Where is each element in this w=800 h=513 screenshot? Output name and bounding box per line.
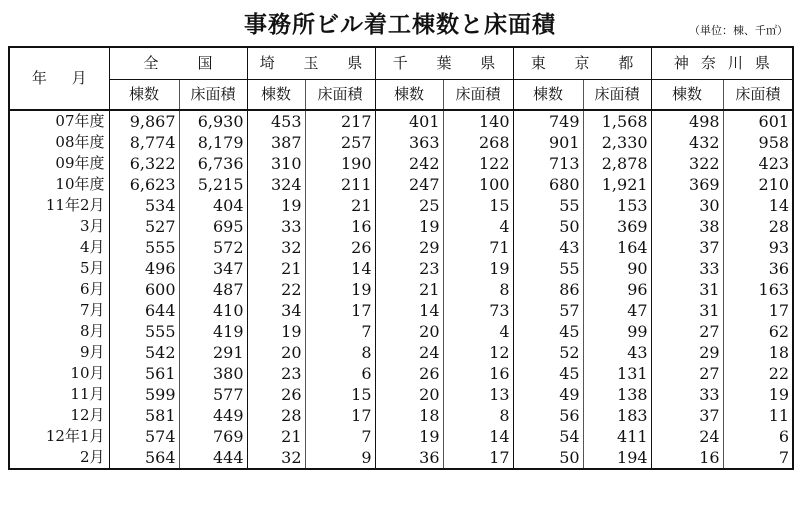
floor-area-cell: 6 [305,363,375,384]
floor-area-cell: 11 [723,405,793,426]
count-cell: 8,774 [109,132,179,153]
floor-area-cell: 8,179 [179,132,247,153]
count-cell: 22 [247,279,305,300]
count-cell: 28 [247,405,305,426]
count-cell: 21 [247,258,305,279]
row-label: 11月 [9,384,109,405]
count-cell: 16 [651,447,723,469]
floor-area-cell: 163 [723,279,793,300]
floor-area-cell: 268 [443,132,513,153]
floor-area-cell: 958 [723,132,793,153]
row-label: 4月 [9,237,109,258]
count-cell: 534 [109,195,179,216]
floor-area-cell: 16 [443,363,513,384]
floor-area-cell: 217 [305,110,375,132]
row-label: 2月 [9,447,109,469]
floor-area-cell: 7 [723,447,793,469]
count-cell: 324 [247,174,305,195]
count-cell: 38 [651,216,723,237]
count-cell: 31 [651,279,723,300]
row-label: 09年度 [9,153,109,174]
floor-area-cell: 1,568 [583,110,651,132]
count-cell: 680 [513,174,583,195]
table-row [9,426,793,447]
row-label: 10月 [9,363,109,384]
count-cell: 574 [109,426,179,447]
floor-area-cell: 190 [305,153,375,174]
floor-area-cell: 8 [443,279,513,300]
count-cell: 25 [375,195,443,216]
count-cell: 498 [651,110,723,132]
floor-area-cell: 138 [583,384,651,405]
table-row [9,216,793,237]
count-cell: 32 [247,237,305,258]
floor-area-cell: 122 [443,153,513,174]
floor-area-cell: 183 [583,405,651,426]
count-cell: 45 [513,363,583,384]
floor-area-cell: 140 [443,110,513,132]
count-cell: 26 [247,384,305,405]
floor-area-cell: 423 [723,153,793,174]
floor-area-cell: 17 [723,300,793,321]
count-cell: 564 [109,447,179,469]
office-building-starts-table [8,46,794,470]
count-header: 棟数 [513,80,583,111]
floor-area-cell: 19 [443,258,513,279]
floor-area-header: 床面積 [583,80,651,111]
count-cell: 31 [651,300,723,321]
count-cell: 542 [109,342,179,363]
row-label: 08年度 [9,132,109,153]
floor-area-cell: 43 [583,342,651,363]
region-header-kanagawa: 神奈川県 [651,47,793,80]
floor-area-cell: 6 [723,426,793,447]
count-cell: 55 [513,195,583,216]
count-cell: 36 [375,447,443,469]
count-cell: 56 [513,405,583,426]
floor-area-cell: 28 [723,216,793,237]
table-row [9,447,793,469]
count-cell: 45 [513,321,583,342]
floor-area-header: 床面積 [179,80,247,111]
table-row [9,300,793,321]
floor-area-cell: 444 [179,447,247,469]
count-header: 棟数 [375,80,443,111]
count-cell: 37 [651,405,723,426]
count-cell: 18 [375,405,443,426]
region-header-saitama: 埼 玉 県 [247,47,375,80]
floor-area-cell: 99 [583,321,651,342]
floor-area-cell: 71 [443,237,513,258]
count-cell: 453 [247,110,305,132]
table-row [9,342,793,363]
row-label: 12月 [9,405,109,426]
floor-area-cell: 96 [583,279,651,300]
floor-area-cell: 14 [443,426,513,447]
floor-area-cell: 17 [443,447,513,469]
row-label: 3月 [9,216,109,237]
count-cell: 322 [651,153,723,174]
floor-area-cell: 601 [723,110,793,132]
floor-area-cell: 257 [305,132,375,153]
count-cell: 33 [247,216,305,237]
count-cell: 37 [651,237,723,258]
floor-area-cell: 9 [305,447,375,469]
floor-area-cell: 1,921 [583,174,651,195]
floor-area-cell: 16 [305,216,375,237]
floor-area-cell: 487 [179,279,247,300]
floor-area-cell: 210 [723,174,793,195]
floor-area-cell: 93 [723,237,793,258]
table-row [9,405,793,426]
table-row [9,237,793,258]
count-cell: 57 [513,300,583,321]
count-cell: 49 [513,384,583,405]
floor-area-cell: 73 [443,300,513,321]
floor-area-cell: 2,878 [583,153,651,174]
floor-area-cell: 62 [723,321,793,342]
page-title: 事務所ビル着工棟数と床面積 [244,12,556,38]
floor-area-cell: 12 [443,342,513,363]
floor-area-cell: 410 [179,300,247,321]
row-label: 07年度 [9,110,109,132]
floor-area-cell: 21 [305,195,375,216]
floor-area-cell: 90 [583,258,651,279]
count-cell: 581 [109,405,179,426]
count-cell: 749 [513,110,583,132]
count-cell: 600 [109,279,179,300]
count-cell: 23 [375,258,443,279]
floor-area-cell: 19 [723,384,793,405]
floor-area-cell: 100 [443,174,513,195]
floor-area-cell: 4 [443,321,513,342]
count-cell: 20 [375,321,443,342]
count-cell: 20 [375,384,443,405]
count-cell: 21 [375,279,443,300]
floor-area-cell: 8 [443,405,513,426]
row-label: 7月 [9,300,109,321]
floor-area-cell: 769 [179,426,247,447]
count-cell: 24 [375,342,443,363]
floor-area-cell: 131 [583,363,651,384]
count-cell: 496 [109,258,179,279]
floor-area-cell: 14 [723,195,793,216]
table-row [9,153,793,174]
count-cell: 401 [375,110,443,132]
count-cell: 310 [247,153,305,174]
count-cell: 555 [109,321,179,342]
floor-area-cell: 47 [583,300,651,321]
table-row [9,258,793,279]
count-cell: 50 [513,447,583,469]
floor-area-cell: 36 [723,258,793,279]
row-label: 6月 [9,279,109,300]
count-cell: 32 [247,447,305,469]
count-cell: 9,867 [109,110,179,132]
floor-area-cell: 380 [179,363,247,384]
floor-area-cell: 15 [305,384,375,405]
count-cell: 50 [513,216,583,237]
floor-area-header: 床面積 [305,80,375,111]
table-row [9,110,793,132]
count-cell: 19 [247,321,305,342]
count-cell: 52 [513,342,583,363]
floor-area-cell: 211 [305,174,375,195]
floor-area-cell: 7 [305,321,375,342]
row-label: 12年1月 [9,426,109,447]
count-cell: 6,322 [109,153,179,174]
count-cell: 369 [651,174,723,195]
floor-area-header: 床面積 [443,80,513,111]
count-cell: 23 [247,363,305,384]
count-cell: 363 [375,132,443,153]
floor-area-cell: 18 [723,342,793,363]
count-cell: 86 [513,279,583,300]
row-label: 8月 [9,321,109,342]
floor-area-cell: 17 [305,405,375,426]
count-cell: 19 [247,195,305,216]
row-label: 11年2月 [9,195,109,216]
floor-area-cell: 5,215 [179,174,247,195]
count-cell: 26 [375,363,443,384]
floor-area-cell: 4 [443,216,513,237]
floor-area-cell: 14 [305,258,375,279]
region-header-tokyo: 東 京 都 [513,47,651,80]
count-cell: 29 [375,237,443,258]
count-cell: 27 [651,321,723,342]
table-row [9,132,793,153]
region-header-national: 全 国 [109,47,247,80]
count-cell: 43 [513,237,583,258]
count-cell: 55 [513,258,583,279]
count-cell: 34 [247,300,305,321]
row-label: 5月 [9,258,109,279]
count-cell: 247 [375,174,443,195]
floor-area-cell: 291 [179,342,247,363]
floor-area-cell: 347 [179,258,247,279]
count-cell: 19 [375,216,443,237]
table-row [9,195,793,216]
row-label: 10年度 [9,174,109,195]
floor-area-cell: 577 [179,384,247,405]
floor-area-cell: 404 [179,195,247,216]
count-header: 棟数 [651,80,723,111]
floor-area-cell: 419 [179,321,247,342]
year-month-header: 年 月 [9,47,109,110]
count-cell: 901 [513,132,583,153]
floor-area-cell: 695 [179,216,247,237]
table-row [9,279,793,300]
count-cell: 555 [109,237,179,258]
count-header: 棟数 [247,80,305,111]
floor-area-cell: 26 [305,237,375,258]
floor-area-header: 床面積 [723,80,793,111]
floor-area-cell: 369 [583,216,651,237]
count-cell: 242 [375,153,443,174]
unit-note: （単位：棟、千㎡） [689,24,788,37]
floor-area-cell: 8 [305,342,375,363]
floor-area-cell: 13 [443,384,513,405]
count-cell: 432 [651,132,723,153]
floor-area-cell: 153 [583,195,651,216]
floor-area-cell: 6,736 [179,153,247,174]
count-cell: 713 [513,153,583,174]
floor-area-cell: 2,330 [583,132,651,153]
floor-area-cell: 572 [179,237,247,258]
count-cell: 30 [651,195,723,216]
count-cell: 20 [247,342,305,363]
count-cell: 54 [513,426,583,447]
count-cell: 19 [375,426,443,447]
count-cell: 21 [247,426,305,447]
count-cell: 644 [109,300,179,321]
count-cell: 33 [651,384,723,405]
table-body [9,110,793,469]
count-cell: 14 [375,300,443,321]
row-label: 9月 [9,342,109,363]
region-header-chiba: 千 葉 県 [375,47,513,80]
count-cell: 29 [651,342,723,363]
floor-area-cell: 15 [443,195,513,216]
table-row [9,363,793,384]
floor-area-cell: 194 [583,447,651,469]
table-row [9,321,793,342]
count-header: 棟数 [109,80,179,111]
floor-area-cell: 22 [723,363,793,384]
floor-area-cell: 19 [305,279,375,300]
count-cell: 599 [109,384,179,405]
count-cell: 24 [651,426,723,447]
count-cell: 527 [109,216,179,237]
count-cell: 387 [247,132,305,153]
floor-area-cell: 449 [179,405,247,426]
count-cell: 561 [109,363,179,384]
floor-area-cell: 164 [583,237,651,258]
floor-area-cell: 7 [305,426,375,447]
table-row [9,174,793,195]
count-cell: 33 [651,258,723,279]
count-cell: 6,623 [109,174,179,195]
floor-area-cell: 17 [305,300,375,321]
floor-area-cell: 411 [583,426,651,447]
count-cell: 27 [651,363,723,384]
table-row [9,384,793,405]
floor-area-cell: 6,930 [179,110,247,132]
